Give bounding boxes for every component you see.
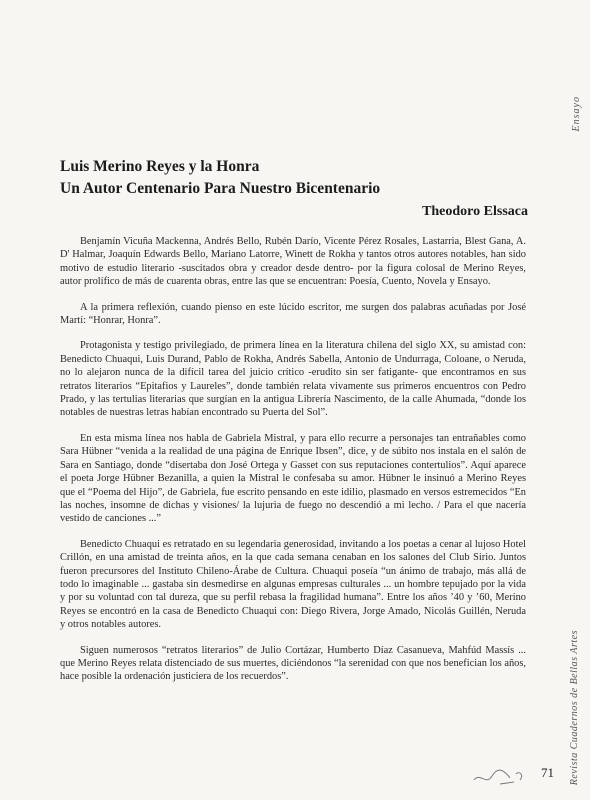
paragraph: Benedicto Chuaqui es retratado en su legendaria generosidad, invitando a los poetas a cenar al lujoso Hotel Crillón, en una amistad de treinta años, en la que cada semana cenaban en los salones del Club Sirio. Juntos fueron precursores del Instituto Chileno-Árabe de Cultura. Chuaqui poseía “un ánimo de trabajo, más allá de todo lo imaginable ... gastaba sin desmedirse en algunas empresas culturales ... un hombre tepujado por la vida y por su voluntad con tal dureza, que su perfil rebasa la fragilidad humana”. Entre los años ’40 y ’60, Merino Reyes se encontró en la casa de Benedicto Chuaqui con: Diego Rivera, Jorge Amado, Nicolás Guillén, Neruda y otros notables autores.: [60, 538, 526, 631]
paragraph: Protagonista y testigo privilegiado, de primera línea en la literatura chilena del siglo XX, su amistad con: Benedicto Chuaqui, Luis Durand, Pablo de Rokha, Andrés Sabella, Antonio de Undurraga, Coloane, o Neruda, no lo alejaron nunca de la difícil tarea del juicio crítico -erudito sin ser fatigante- que encontramos en sus retratos literarios “Epitafios y Laureles”, donde también relata vivamente sus primeros encuentros con Pedro Prado, y las tertulias literarias que surgían en la antigua Librería Nascimento, de la calle Ahumada, “donde los notables de nuestras letras habían encontrado su Puerta del Sol”.: [60, 340, 526, 419]
article-subtitle: Un Autor Centenario Para Nuestro Bicentenario: [60, 180, 381, 197]
paragraph: En esta misma línea nos habla de Gabriela Mistral, y para ello recurre a personajes tan entrañables como Sara Hübner “venida a la realidad de una página de Enrique Ibsen”, dice, y de súbito nos instala en el salón de Sara en Santiago, donde “disertaba don José Ortega y Gasset con sus reputaciones contertulios”. Aquí aparece el poeta Jorge Hübner Bezanilla, a quien la Mistral le confesaba su amor. Hübner le insinuó a Merino Reyes que el “Poema del Hijo”, de Gabriela, fue escrito pensando en este idilio, plasmado en versos estremecidos “En las noches, insomne de dichas y visiones/ la lujuria de fuego no descendió a mi lecho. / Para el que nacería vestido de canciones ...”: [60, 432, 526, 525]
paragraph: Benjamín Vicuña Mackenna, Andrés Bello, Rubén Darío, Vicente Pérez Rosales, Lastarria, Blest Gana, A. D' Halmar, Joaquín Edwards Bello, Mariano Latorre, Winett de Rokha y tantos otros autores notables, han sido motivo de estudio literario -suscitados obra y creador desde dentro- por la figura colosal de Merino Reyes, autor prolífico de más de cuarenta obras, entre las que se encuentran: Poesía, Cuento, Novela y Ensayo.: [60, 236, 526, 288]
article-author: Theodoro Elssaca: [422, 204, 528, 219]
handwritten-mark: [470, 760, 530, 790]
paragraph: Siguen numerosos “retratos literarios” de Julio Cortázar, Humberto Díaz Casanueva, Mahfúd Massís ... que Merino Reyes relata distenciado de sus muertes, diciéndonos “la serenidad con que nos benefician los años, hace posible la ordenación justiciera de los recuerdos”.: [60, 644, 526, 683]
article-title: Luis Merino Reyes y la Honra: [60, 158, 260, 175]
page-number: 71: [541, 765, 554, 780]
paragraph: A la primera reflexión, cuando pienso en este lúcido escritor, me surgen dos palabras acuñadas por José Martí: “Honrar, Honra”.: [60, 301, 526, 327]
journal-name-label: Revista Cuadernos de Bellas Artes: [569, 630, 580, 786]
section-label: Ensayo: [571, 96, 582, 132]
article-body: [60, 235, 526, 696]
